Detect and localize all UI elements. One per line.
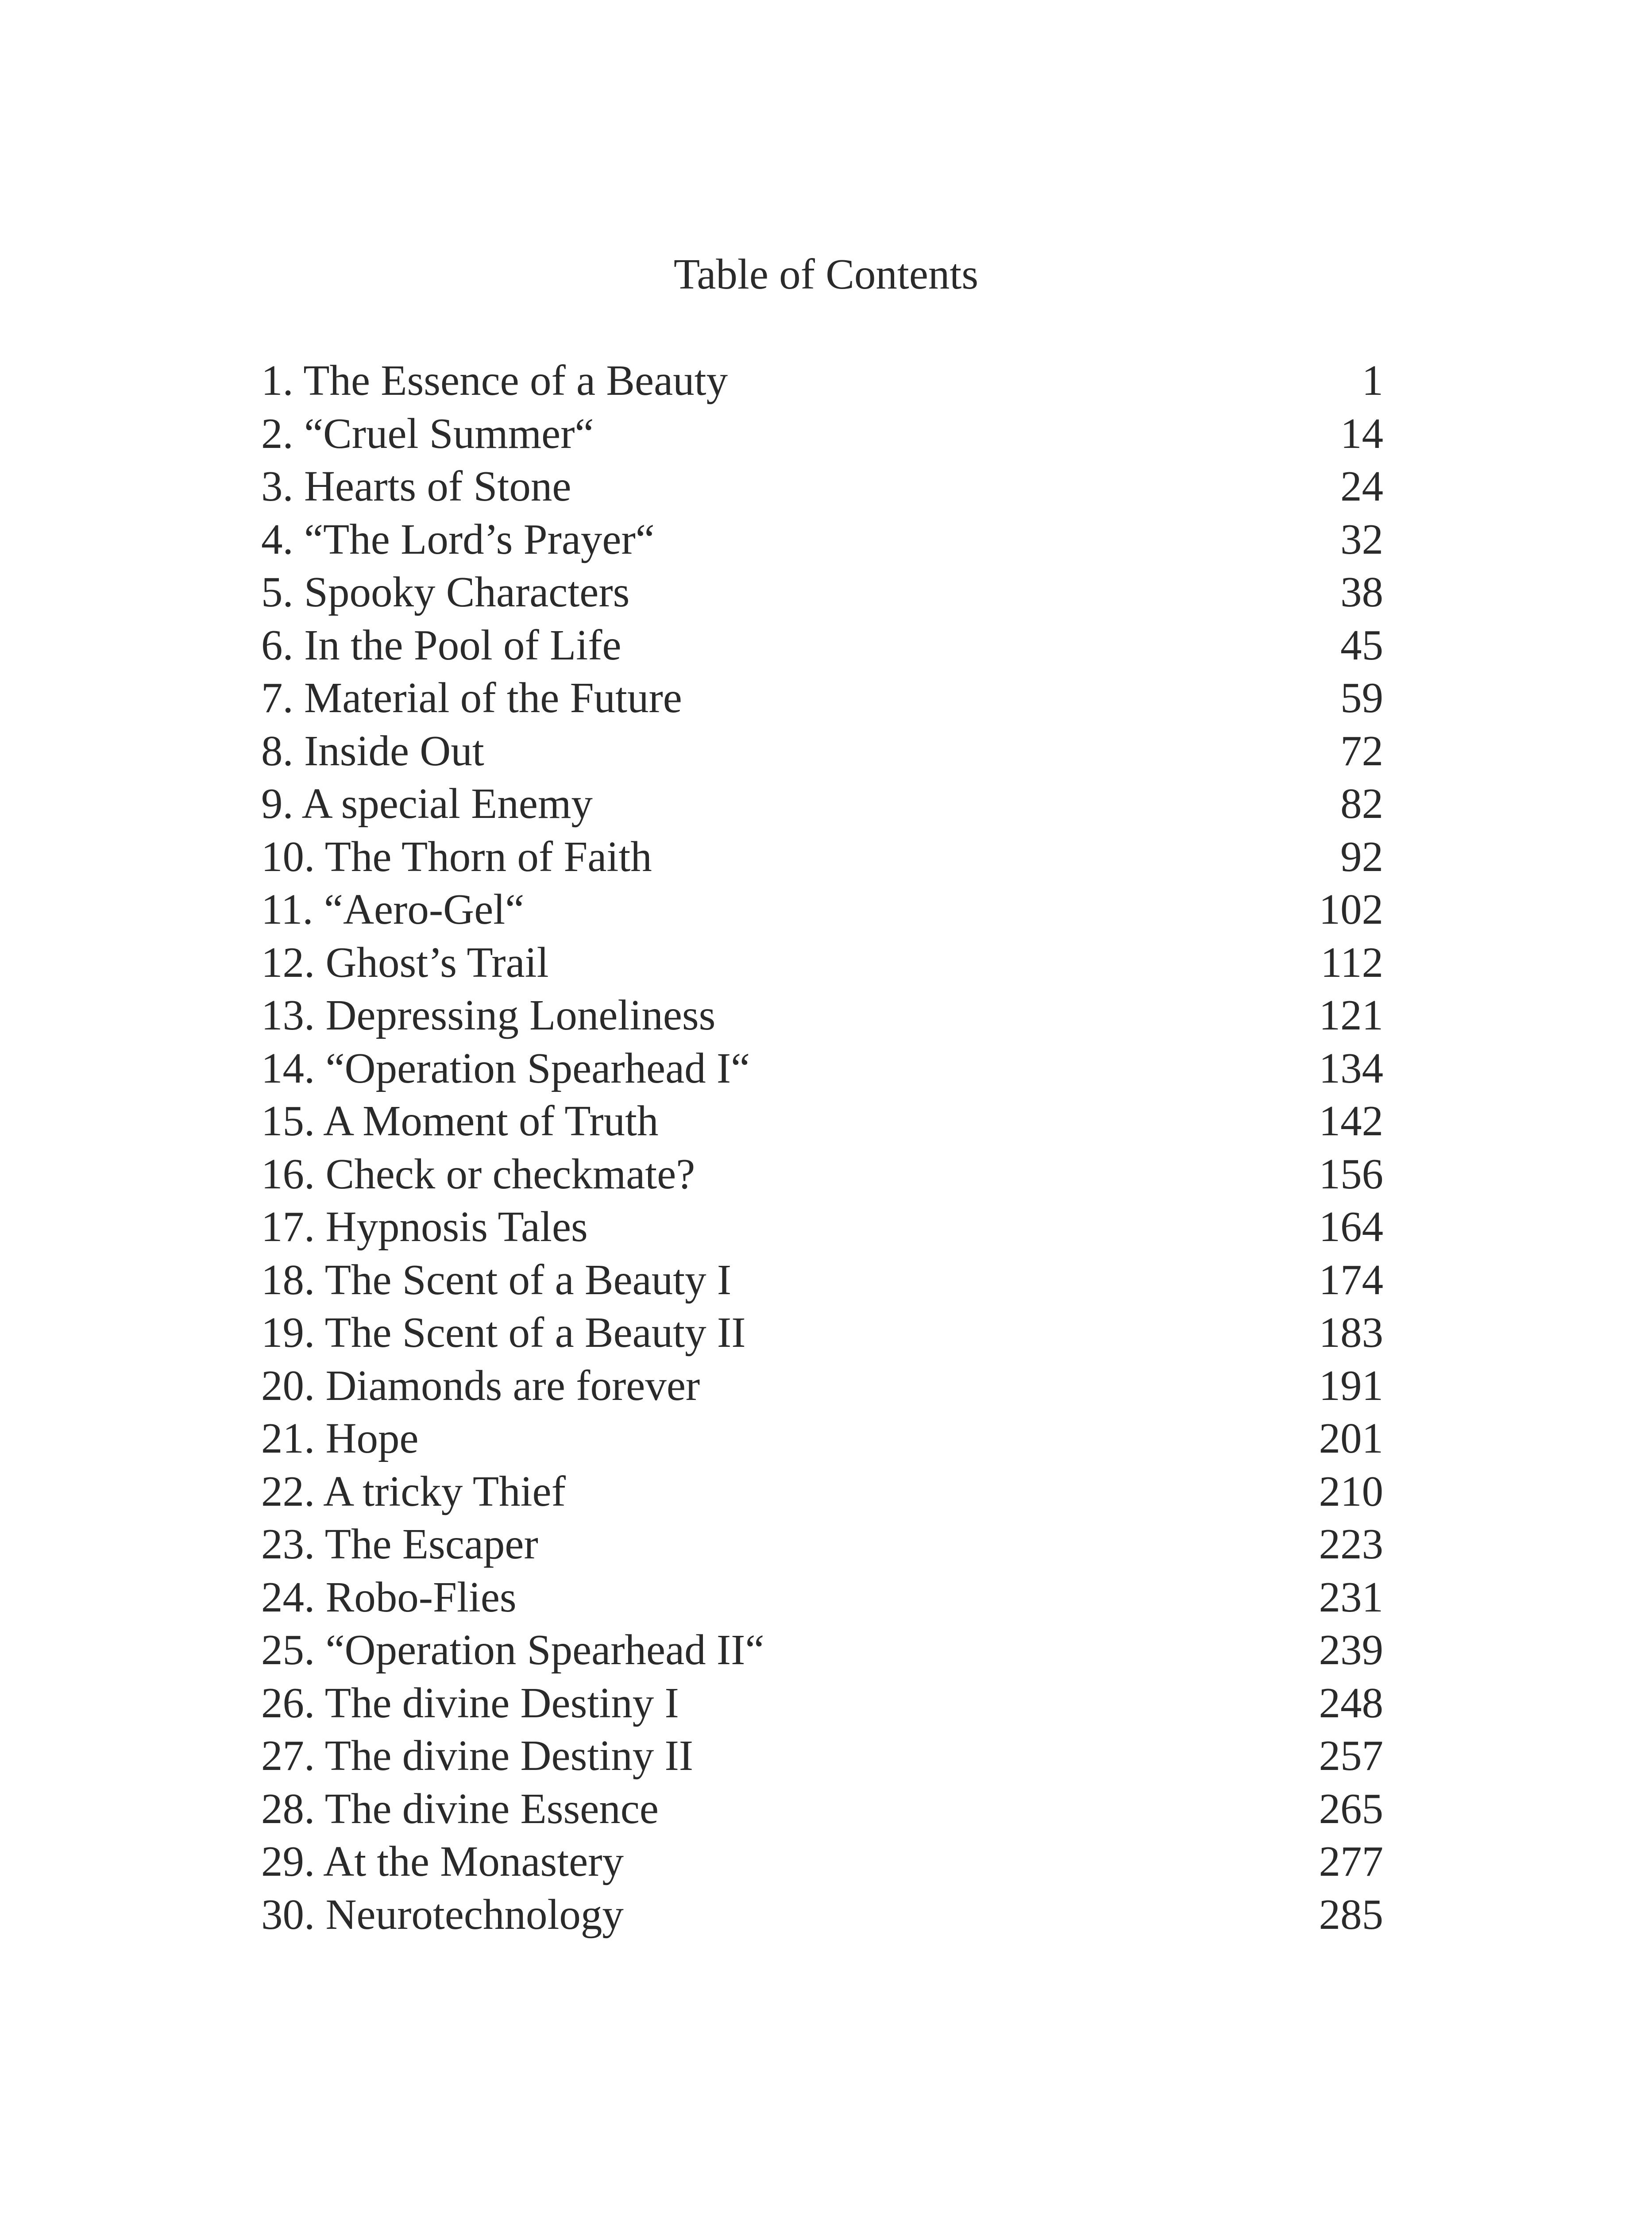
toc-entry-title: 26. The divine Destiny I (261, 1679, 679, 1727)
toc-entry-page-number: 257 (1319, 1732, 1383, 1779)
toc-entry (261, 1729, 1383, 1782)
toc-entry (261, 1148, 1383, 1201)
toc-entry-title: 7. Material of the Future (261, 674, 682, 721)
toc-entry-page-number: 142 (1319, 1097, 1383, 1145)
toc-entry-page-number: 59 (1340, 674, 1383, 721)
toc-entry-page-number: 183 (1319, 1309, 1383, 1356)
toc-entry-title: 22. A tricky Thief (261, 1467, 566, 1515)
toc-entry-page-number: 164 (1319, 1203, 1383, 1250)
toc-entry-title: 28. The divine Essence (261, 1785, 659, 1832)
toc-entry (261, 671, 1383, 725)
toc-entry-page-number: 112 (1320, 938, 1383, 986)
toc-entry-title: 29. At the Monastery (261, 1838, 624, 1885)
toc-entry-title: 15. A Moment of Truth (261, 1097, 659, 1145)
toc-entry (261, 989, 1383, 1042)
toc-entry-title: 14. “Operation Spearhead I“ (261, 1044, 750, 1092)
toc-entry-page-number: 174 (1319, 1256, 1383, 1303)
toc-list (261, 354, 1383, 1941)
toc-entry (261, 407, 1383, 460)
toc-entry-page-number: 92 (1340, 833, 1383, 880)
toc-entry-page-number: 72 (1340, 727, 1383, 775)
toc-entry-title: 21. Hope (261, 1415, 419, 1462)
toc-entry-page-number: 210 (1319, 1467, 1383, 1515)
toc-entry (261, 883, 1383, 936)
toc-entry-title: 9. A special Enemy (261, 780, 593, 827)
toc-entry (261, 1518, 1383, 1571)
toc-entry (261, 566, 1383, 619)
toc-entry-page-number: 265 (1319, 1785, 1383, 1832)
toc-entry-title: 13. Depressing Loneliness (261, 991, 716, 1039)
toc-entry (261, 1888, 1383, 1941)
toc-entry-page-number: 32 (1340, 515, 1383, 563)
toc-entry (261, 1200, 1383, 1253)
toc-entry-title: 18. The Scent of a Beauty I (261, 1256, 732, 1303)
toc-entry-page-number: 201 (1319, 1415, 1383, 1462)
toc-entry-page-number: 14 (1340, 409, 1383, 457)
toc-entry (261, 1465, 1383, 1518)
toc-entry-page-number: 38 (1340, 568, 1383, 616)
toc-entry-title: 1. The Essence of a Beauty (261, 357, 728, 404)
page-title: Table of Contents (673, 251, 979, 298)
toc-entry (261, 1677, 1383, 1730)
toc-entry-title: 25. “Operation Spearhead II“ (261, 1626, 764, 1673)
toc-entry (261, 777, 1383, 830)
toc-entry (261, 460, 1383, 513)
toc-entry (261, 936, 1383, 989)
toc-entry (261, 619, 1383, 672)
toc-entry (261, 725, 1383, 778)
toc-entry (261, 513, 1383, 566)
toc-entry-page-number: 1 (1362, 357, 1383, 404)
toc-entry (261, 1253, 1383, 1307)
toc-entry-page-number: 45 (1340, 621, 1383, 669)
toc-entry (261, 1623, 1383, 1677)
toc-entry-page-number: 231 (1319, 1573, 1383, 1621)
toc-entry-title: 11. “Aero-Gel“ (261, 886, 525, 933)
toc-entry (261, 1359, 1383, 1412)
toc-entry-page-number: 248 (1319, 1679, 1383, 1727)
toc-entry-title: 17. Hypnosis Tales (261, 1203, 588, 1250)
toc-entry-page-number: 134 (1319, 1044, 1383, 1092)
toc-entry-title: 16. Check or checkmate? (261, 1150, 695, 1198)
toc-entry-title: 4. “The Lord’s Prayer“ (261, 515, 655, 563)
toc-entry-page-number: 239 (1319, 1626, 1383, 1673)
toc-entry (261, 830, 1383, 883)
toc-entry-page-number: 156 (1319, 1150, 1383, 1198)
toc-entry-title: 2. “Cruel Summer“ (261, 409, 594, 457)
toc-entry (261, 1095, 1383, 1148)
toc-entry-title: 6. In the Pool of Life (261, 621, 621, 669)
toc-entry-title: 20. Diamonds are forever (261, 1361, 700, 1409)
toc-entry-page-number: 277 (1319, 1838, 1383, 1885)
toc-entry-page-number: 223 (1319, 1520, 1383, 1568)
toc-entry-page-number: 24 (1340, 463, 1383, 510)
toc-entry-title: 24. Robo-Flies (261, 1573, 517, 1621)
toc-entry-page-number: 285 (1319, 1890, 1383, 1938)
toc-entry (261, 1306, 1383, 1359)
toc-entry-title: 23. The Escaper (261, 1520, 538, 1568)
toc-entry-page-number: 121 (1319, 991, 1383, 1039)
toc-entry (261, 1835, 1383, 1888)
toc-entry-title: 19. The Scent of a Beauty II (261, 1309, 746, 1356)
toc-entry (261, 1571, 1383, 1624)
toc-entry-title: 12. Ghost’s Trail (261, 938, 549, 986)
toc-entry-title: 8. Inside Out (261, 727, 484, 775)
toc-entry-title: 3. Hearts of Stone (261, 463, 571, 510)
toc-entry (261, 1782, 1383, 1835)
toc-entry-page-number: 191 (1319, 1361, 1383, 1409)
toc-entry-page-number: 102 (1319, 886, 1383, 933)
toc-entry-title: 27. The divine Destiny II (261, 1732, 694, 1779)
toc-entry-title: 5. Spooky Characters (261, 568, 630, 616)
toc-entry (261, 354, 1383, 407)
toc-entry-title: 10. The Thorn of Faith (261, 833, 652, 880)
toc-entry (261, 1412, 1383, 1465)
toc-entry-title: 30. Neurotechnology (261, 1890, 624, 1938)
toc-entry-page-number: 82 (1340, 780, 1383, 827)
toc-entry (261, 1042, 1383, 1095)
